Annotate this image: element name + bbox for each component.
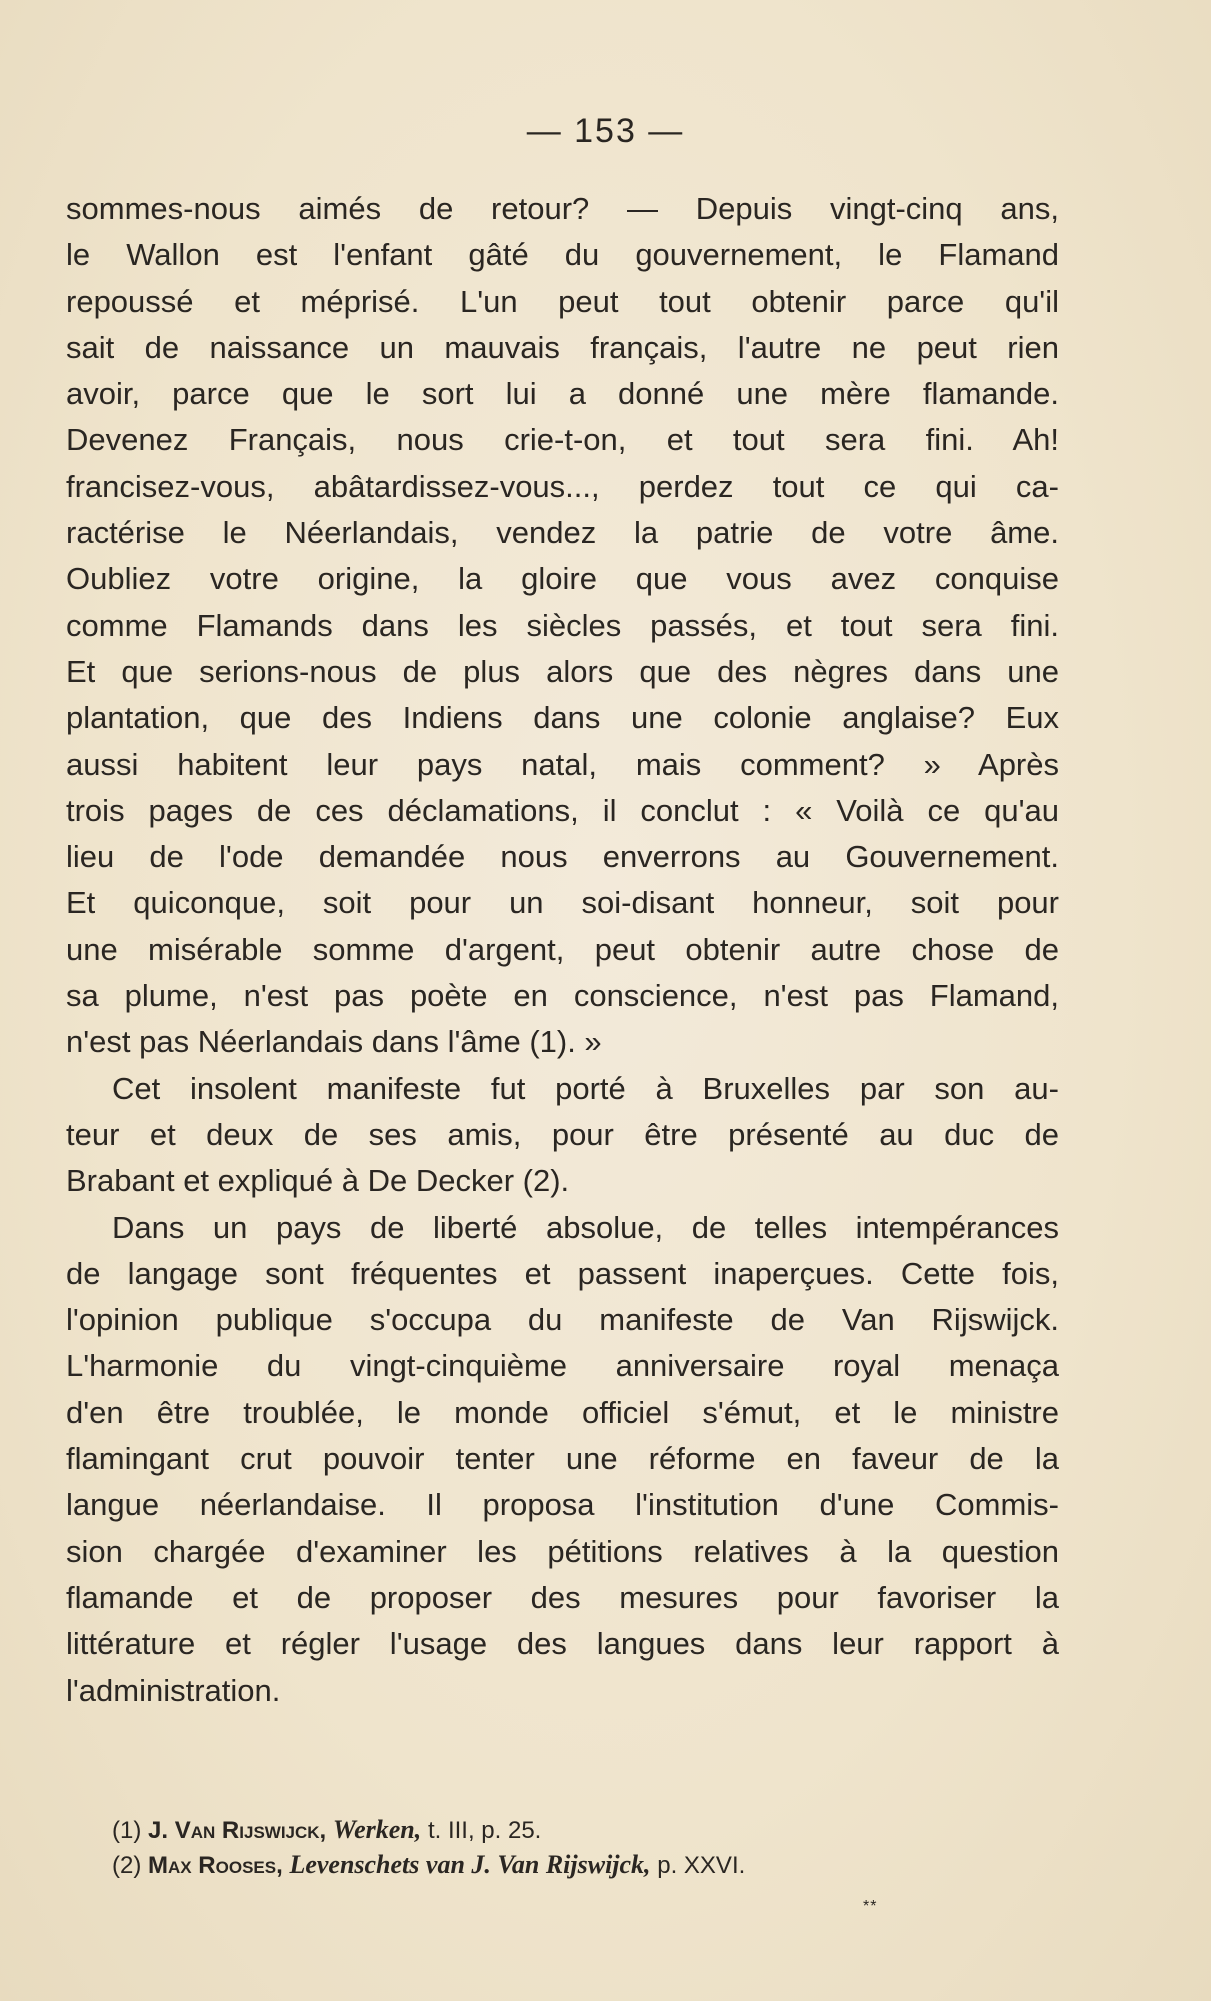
footnotes xyxy=(112,1812,1052,1882)
text-line: Et que serions-nous de plus alors que des nègres dans une xyxy=(66,653,1059,689)
text-line: Oubliez votre origine, la gloire que vous avez conquise xyxy=(66,561,1059,597)
text-line: plantation, que des Indiens dans une colonie anglaise? Eux xyxy=(66,700,1059,736)
footnote-title: Werken, xyxy=(332,1815,422,1844)
text-line: de langage sont fréquentes et passent inaperçues. Cette fois, xyxy=(66,1255,1059,1291)
text-line: sommes-nous aimés de retour? — Depuis vingt-cinq ans, xyxy=(66,191,1059,226)
text-line: lieu de l'ode demandée nous enverrons au Gouvernement. xyxy=(66,839,1059,875)
text-line: francisez-vous, abâtardissez-vous..., perdez tout ce qui ca- xyxy=(66,468,1059,504)
text-line: flamingant crut pouvoir tenter une réforme en faveur de la xyxy=(66,1441,1059,1477)
text-line: Et quiconque, soit pour un soi-disant honneur, soit pour xyxy=(66,885,1059,921)
text-line: Brabant et expliqué à De Decker (2). xyxy=(66,1163,570,1199)
text-line: flamande et de proposer des mesures pour favoriser la xyxy=(66,1579,1059,1615)
text-line: comme Flamands dans les siècles passés, et tout sera fini. xyxy=(66,607,1059,643)
text-line: l'opinion publique s'occupa du manifeste de Van Rijswijck. xyxy=(66,1302,1059,1338)
text-line: sa plume, n'est pas poète en conscience, n'est pas Flamand, xyxy=(66,978,1059,1014)
page-number: — 153 — xyxy=(526,112,685,150)
text-line: repoussé et méprisé. L'un peut tout obtenir parce qu'il xyxy=(66,283,1059,319)
footnote-marker: (1) xyxy=(112,1817,142,1844)
text-line: aussi habitent leur pays natal, mais comment? » Après xyxy=(66,746,1059,782)
text-line: d'en être troublée, le monde officiel s'émut, et le ministre xyxy=(66,1394,1059,1430)
text-line: langue néerlandaise. Il proposa l'institution d'une Commis- xyxy=(66,1487,1059,1523)
footnote-author: J. Van Rijswijck, xyxy=(148,1817,327,1844)
text-line: une misérable somme d'argent, peut obtenir autre chose de xyxy=(66,931,1059,967)
text-line: littérature et régler l'usage des langues dans leur rapport à xyxy=(66,1626,1059,1662)
footnote-author: Max Rooses, xyxy=(148,1852,283,1879)
text-line: n'est pas Néerlandais dans l'âme (1). » xyxy=(66,1024,602,1060)
footnote-reference: p. XXVI. xyxy=(657,1852,746,1879)
body-text xyxy=(66,186,1059,1714)
footnote xyxy=(112,1812,1052,1847)
paragraph-start-line: Cet insolent manifeste fut porté à Bruxelles par son au- xyxy=(112,1070,1059,1106)
text-line: avoir, parce que le sort lui a donné une mère flamande. xyxy=(66,376,1059,412)
text-line: L'harmonie du vingt-cinquième anniversaire royal menaça xyxy=(66,1348,1059,1384)
text-line: Devenez Français, nous crie-t-on, et tout sera fini. Ah! xyxy=(66,422,1059,458)
text-line: trois pages de ces déclamations, il conclut : « Voilà ce qu'au xyxy=(66,792,1059,828)
text-line: sion chargée d'examiner les pétitions relatives à la question xyxy=(66,1533,1059,1569)
footnote-title: Levenschets van J. Van Rijswijck, xyxy=(289,1850,651,1879)
paragraph-start-line: Dans un pays de liberté absolue, de telles intempérances xyxy=(112,1209,1059,1245)
footnote xyxy=(112,1847,1052,1882)
text-line: ractérise le Néerlandais, vendez la patrie de votre âme. xyxy=(66,515,1059,551)
text-line: l'administration. xyxy=(66,1672,281,1708)
footnote-reference: t. III, p. 25. xyxy=(427,1817,542,1844)
signature-mark: ** xyxy=(863,1898,878,1915)
text-line: le Wallon est l'enfant gâté du gouvernement, le Flamand xyxy=(66,237,1059,273)
footnote-marker: (2) xyxy=(112,1852,142,1879)
text-line: sait de naissance un mauvais français, l'autre ne peut rien xyxy=(66,329,1059,365)
text-line: teur et deux de ses amis, pour être présenté au duc de xyxy=(66,1116,1059,1152)
